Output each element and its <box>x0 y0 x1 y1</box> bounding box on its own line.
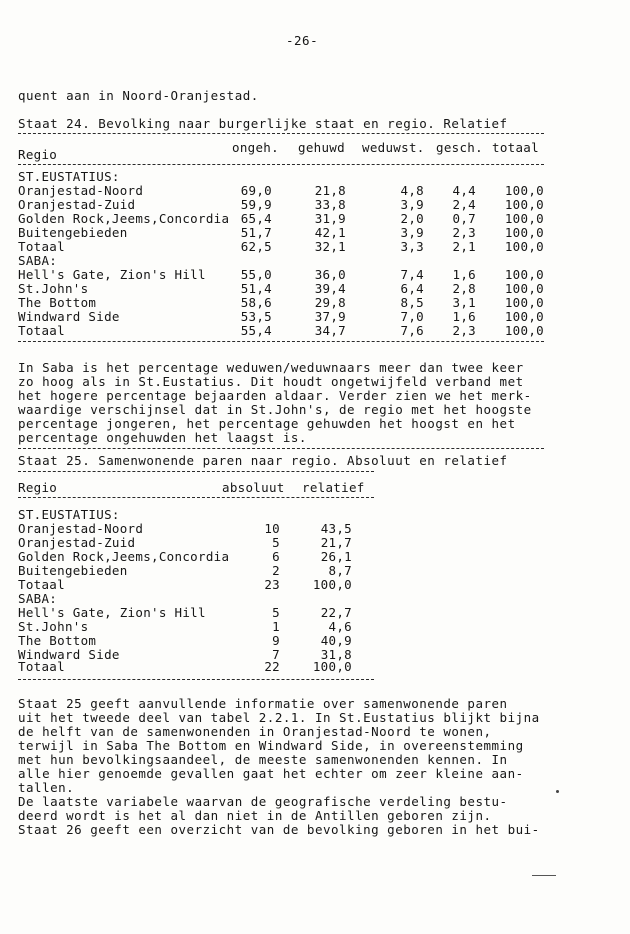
text-line: met hun bevolkingsaandeel, de meeste samenwonenden kennen. In <box>18 752 508 767</box>
row-label: Totaal <box>18 239 65 254</box>
cell: 100,0 <box>504 281 544 296</box>
cell: 29,8 <box>314 295 346 310</box>
cell: 1,6 <box>452 267 476 282</box>
text-line: percentage jongeren, het percentage gehuwden het hoogst en het <box>18 416 516 431</box>
table24-title: Staat 24. Bevolking naar burgerlijke staat en regio. Relatief <box>18 116 508 131</box>
text-line: terwijl in Saba The Bottom en Windward Side, in overeenstemming <box>18 738 524 753</box>
cell: 5 <box>272 605 280 620</box>
cell: 40,9 <box>320 633 352 648</box>
row-label: Buitengebieden <box>18 563 128 578</box>
cell: 36,0 <box>314 267 346 282</box>
table25-title: Staat 25. Samenwonende paren naar regio. Absoluut en relatief <box>18 453 508 468</box>
cell: 59,9 <box>240 197 272 212</box>
cell: 8,5 <box>400 295 424 310</box>
show-through-text <box>300 97 591 110</box>
table25-rule-top <box>18 471 374 472</box>
cell: 23 <box>264 577 280 592</box>
cell: 65,4 <box>240 211 272 226</box>
text-line: het hogere percentage bejaarden aldaar. Verder zien we het merk- <box>18 388 532 403</box>
cell: 7,4 <box>400 267 424 282</box>
intro-line: quent aan in Noord-Oranjestad. <box>18 88 259 103</box>
cell: 4,8 <box>400 183 424 198</box>
text-line: uit het tweede deel van tabel 2.2.1. In St.Eustatius blijkt bijna <box>18 710 540 725</box>
cell: 33,8 <box>314 197 346 212</box>
text-line: de helft van de samenwonenden in Oranjestad-Noord te wonen, <box>18 724 492 739</box>
cell: 55,0 <box>240 267 272 282</box>
cell: 4,4 <box>452 183 476 198</box>
row-label: Totaal <box>18 577 65 592</box>
cell: 1,6 <box>452 309 476 324</box>
row-label: Totaal <box>18 659 65 674</box>
cell: 6 <box>272 549 280 564</box>
cell: 100,0 <box>504 183 544 198</box>
cell: 21,7 <box>320 535 352 550</box>
cell: 2,1 <box>452 239 476 254</box>
row-label: Windward Side <box>18 309 120 324</box>
margin-line <box>532 875 556 876</box>
cell: 1 <box>272 619 280 634</box>
cell: 22,7 <box>320 605 352 620</box>
cell: 43,5 <box>320 521 352 536</box>
row-label: Totaal <box>18 323 65 338</box>
cell: 21,8 <box>314 183 346 198</box>
cell: 69,0 <box>240 183 272 198</box>
cell: 34,7 <box>314 323 346 338</box>
table25-header-region: Regio <box>18 480 58 495</box>
text-line: alle hier genoemde gevallen gaat het echter om zeer kleine aan- <box>18 766 524 781</box>
text-line: deerd wordt is het al dan niet in de Antillen geboren zijn. <box>18 808 492 823</box>
table24-rule-top <box>18 133 544 134</box>
cell: 4,6 <box>328 619 352 634</box>
cell: 100,0 <box>504 295 544 310</box>
page-number: -26- <box>286 33 319 48</box>
cell: 2,4 <box>452 197 476 212</box>
table24-header-col: gehuwd <box>298 140 345 155</box>
row-label: ST.EUSTATIUS: <box>18 169 120 184</box>
cell: 10 <box>264 521 280 536</box>
table24-header-col: totaal <box>492 140 539 155</box>
cell: 7,6 <box>400 323 424 338</box>
cell: 2,8 <box>452 281 476 296</box>
cell: 0,7 <box>452 211 476 226</box>
row-label: The Bottom <box>18 633 97 648</box>
cell: 2 <box>272 563 280 578</box>
cell: 42,1 <box>314 225 346 240</box>
table25-rule-bottom <box>18 679 374 680</box>
table24-rule-header <box>18 164 544 165</box>
row-label: Golden Rock,Jeems,Concordia <box>18 211 230 226</box>
cell: 39,4 <box>314 281 346 296</box>
cell: 6,4 <box>400 281 424 296</box>
cell: 26,1 <box>320 549 352 564</box>
cell: 7 <box>272 647 280 662</box>
table25-rule-header <box>18 497 374 498</box>
row-label: St.John's <box>18 619 89 634</box>
table24-rule-bottom <box>18 341 544 342</box>
cell: 2,0 <box>400 211 424 226</box>
section-rule <box>18 448 544 449</box>
cell: 31,8 <box>320 647 352 662</box>
table24-header-col: gesch. <box>436 140 483 155</box>
cell: 100,0 <box>504 197 544 212</box>
cell: 51,4 <box>240 281 272 296</box>
row-label: Buitengebieden <box>18 225 128 240</box>
text-line: waardige verschijnsel dat in St.John's, de regio met het hoogste <box>18 402 532 417</box>
row-label: The Bottom <box>18 295 97 310</box>
cell: 3,9 <box>400 197 424 212</box>
cell: 2,3 <box>452 323 476 338</box>
cell: 55,4 <box>240 323 272 338</box>
table25-header-col: absoluut <box>222 480 285 495</box>
cell: 100,0 <box>504 309 544 324</box>
text-line: Staat 25 geeft aanvullende informatie over samenwonende paren <box>18 696 508 711</box>
cell: 100,0 <box>504 239 544 254</box>
row-label: Oranjestad-Noord <box>18 183 144 198</box>
cell: 31,9 <box>314 211 346 226</box>
row-label: Oranjestad-Zuid <box>18 197 136 212</box>
cell: 53,5 <box>240 309 272 324</box>
row-label: Golden Rock,Jeems,Concordia <box>18 549 230 564</box>
text-line: De laatste variabele waarvan de geografische verdeling bestu- <box>18 794 508 809</box>
row-label: Hell's Gate, Zion's Hill <box>18 605 206 620</box>
cell: 100,0 <box>504 323 544 338</box>
row-label: Oranjestad-Noord <box>18 521 144 536</box>
table24-header-region: Regio <box>18 147 58 162</box>
text-line: zo hoog als in St.Eustatius. Dit houdt ongetwijfeld verband met <box>18 374 524 389</box>
row-label: Windward Side <box>18 647 120 662</box>
cell: 51,7 <box>240 225 272 240</box>
row-label: SABA: <box>18 591 58 606</box>
cell: 62,5 <box>240 239 272 254</box>
cell: 100,0 <box>504 225 544 240</box>
row-label: Hell's Gate, Zion's Hill <box>18 267 206 282</box>
cell: 7,0 <box>400 309 424 324</box>
cell: 100,0 <box>312 659 352 674</box>
cell: 37,9 <box>314 309 346 324</box>
cell: 3,3 <box>400 239 424 254</box>
row-label: SABA: <box>18 253 58 268</box>
text-line: percentage ongehuwden het laagst is. <box>18 430 307 445</box>
row-label: ST.EUSTATIUS: <box>18 507 120 522</box>
cell: 100,0 <box>504 267 544 282</box>
text-line: tallen. <box>18 780 75 795</box>
cell: 22 <box>264 659 280 674</box>
row-label: St.John's <box>18 281 89 296</box>
table24-header-col: ongeh. <box>232 140 279 155</box>
cell: 32,1 <box>314 239 346 254</box>
text-line: Staat 26 geeft een overzicht van de bevolking geboren in het bui- <box>18 822 540 837</box>
margin-dot <box>556 790 559 793</box>
cell: 2,3 <box>452 225 476 240</box>
cell: 8,7 <box>328 563 352 578</box>
text-line: In Saba is het percentage weduwen/weduwnaars meer dan twee keer <box>18 360 524 375</box>
row-label: Oranjestad-Zuid <box>18 535 136 550</box>
table25-header-col: relatief <box>302 480 365 495</box>
cell: 58,6 <box>240 295 272 310</box>
cell: 5 <box>272 535 280 550</box>
cell: 9 <box>272 633 280 648</box>
cell: 100,0 <box>312 577 352 592</box>
cell: 100,0 <box>504 211 544 226</box>
table24-header-col: weduwst. <box>362 140 425 155</box>
cell: 3,9 <box>400 225 424 240</box>
cell: 3,1 <box>452 295 476 310</box>
